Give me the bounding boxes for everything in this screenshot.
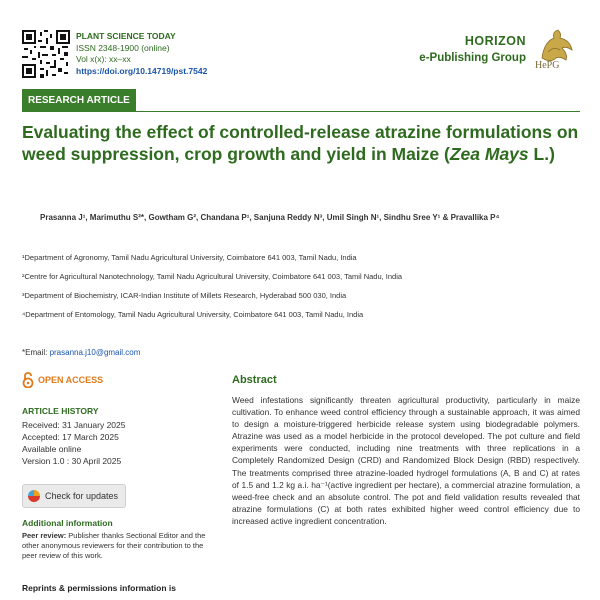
email-label: *Email:: [22, 348, 50, 357]
check-for-updates-icon: [28, 490, 40, 502]
title-tail: L.): [528, 144, 555, 164]
abstract-text: Weed infestations significantly threaten agricultural productivity, particularly in maize cultivation. To enhance weed control efficiency through a sustainable approach, it was aimed to design a moisture-triggered herbicide release system using biodegradable polymers. Atrazine was used as a model herbicide in the protocol developed. The pot culture and field experiments were conducted, including nine treatments with three replications in a Completely Randomized Design (CRD) and Randomized Block Design (RBD) respectively. The treatments comprised three atrazine-loaded hydrogel formulations (A, B and C) at rates of 1.5 and 1.2 kg a.i. ha⁻¹(active ingredient per hectare), a commercial atrazine formulation, a weed-free check and an absolute control. The pot and field validation results revealed that atrazine formulations (C) at both rates exhibited higher weed control efficiency due to increased active ingredient concentration.: [232, 395, 580, 526]
journal-volume: Vol x(x): xx–xx: [76, 54, 131, 64]
affiliation-1: ¹Department of Agronomy, Tamil Nadu Agricultural University, Coimbatore 641 003, Tamil Nadu, India: [22, 253, 357, 262]
publisher-name: [419, 34, 526, 64]
history-version: Version 1.0 : 30 April 2025: [22, 456, 122, 466]
publisher-line2: e-Publishing Group: [419, 52, 526, 64]
journal-info: [76, 31, 207, 77]
history-online: Available online: [22, 444, 82, 454]
journal-issn: ISSN 2348-1900 (online): [76, 42, 170, 53]
affiliation-4: ⁴Department of Entomology, Tamil Nadu Agricultural University, Coimbatore 641 003, Tamil Nadu, India: [22, 310, 364, 319]
peer-review-text: Publisher thanks Sectional Editor and the other anonymous reviewers for their contribution to the peer review of this work.: [22, 531, 206, 560]
peer-review-label: Peer review:: [22, 531, 67, 540]
affiliation-2: ²Centre for Agricultural Nanotechnology, Tamil Nadu Agricultural University, Coimbatore 641 003, Tamil Nadu, India: [22, 272, 403, 281]
title-species: Zea Mays: [449, 144, 529, 164]
author-list: Prasanna J¹, Marimuthu S²*, Gowtham G², Chandana P¹, Sanjuna Reddy N³, Umil Singh N¹, Sindhu Sree Y¹ & Pravallika P⁴: [40, 213, 500, 222]
article-title: [22, 121, 582, 165]
abstract-heading: Abstract: [232, 374, 277, 386]
qr-code: [22, 30, 70, 78]
history-received: Received: 31 January 2025: [22, 420, 126, 430]
check-for-updates-button[interactable]: Check for updates: [22, 484, 126, 508]
email-link[interactable]: prasanna.j10@gmail.com: [49, 348, 141, 357]
reprints-info: Reprints & permissions information is: [22, 583, 176, 593]
affiliation-3: ³Department of Biochemistry, ICAR-Indian Institute of Millets Research, Hyderabad 500 030, India: [22, 291, 347, 300]
article-history: [22, 419, 126, 467]
additional-info-title: Additional information: [22, 518, 113, 528]
open-access-icon: [22, 372, 34, 388]
peer-review-note: [22, 531, 212, 561]
publisher-line1: HORIZON: [464, 34, 526, 48]
open-access-label: OPEN ACCESS: [38, 375, 104, 385]
journal-doi-link[interactable]: https://doi.org/10.14719/pst.7542: [76, 65, 208, 76]
article-history-title: ARTICLE HISTORY: [22, 406, 99, 416]
title-main: Evaluating the effect of controlled-release atrazine formulations on weed suppression, crop growth and yield in Maize (: [22, 122, 579, 164]
corresponding-email: [22, 348, 140, 357]
journal-name: PLANT SCIENCE TODAY: [76, 31, 176, 41]
history-accepted: Accepted: 17 March 2025: [22, 432, 119, 442]
publisher-logo-text: HePG: [535, 60, 560, 71]
article-type-banner: RESEARCH ARTICLE: [22, 89, 136, 112]
header-divider: [22, 111, 580, 112]
